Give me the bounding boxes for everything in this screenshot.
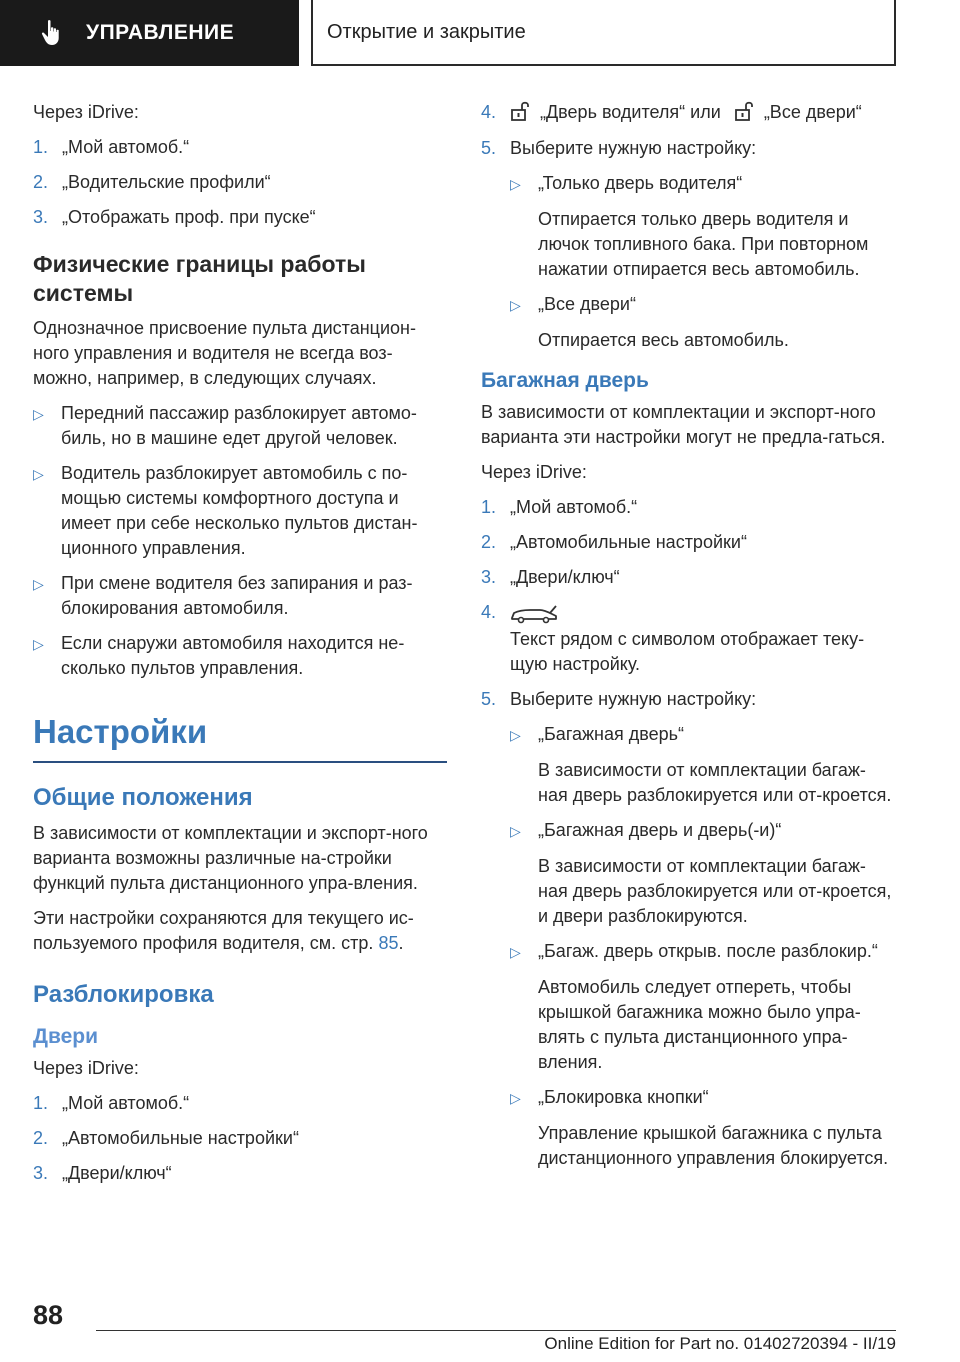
option-title: „Багаж. дверь открыв. после разблокир.“	[538, 941, 878, 962]
list-item	[481, 565, 895, 590]
list-text	[510, 600, 895, 625]
heading-unlock: Разблокировка	[33, 981, 214, 1008]
list-item	[33, 1091, 447, 1116]
list-text: „Мой автомоб.“	[62, 137, 190, 157]
heading-settings: Настройки	[33, 711, 447, 763]
list-text: „Отображать проф. при пуске“	[62, 207, 316, 227]
list-number: 1.	[481, 497, 497, 518]
option-description: Управление крышкой багажника с пульта дистанционного управления блокируется.	[538, 1123, 889, 1169]
option-title: „Багажная дверь“	[538, 724, 684, 745]
list-text: „Двери/ключ“	[62, 1163, 172, 1183]
right-column	[481, 100, 895, 1181]
via-idrive-label: Через iDrive:	[33, 102, 139, 122]
paragraph-text: Эти настройки сохраняются для текущего ис-пользуемого профиля водителя, см. стр.	[33, 908, 414, 953]
triangle-bullet-icon: ▷	[33, 406, 44, 422]
list-number: 3.	[33, 1163, 49, 1183]
triangle-bullet-icon: ▷	[510, 176, 521, 193]
bullet-item	[33, 631, 447, 681]
bullet-text: Передний пассажир разблокирует автомо-биль, но в машине едет другой человек.	[61, 403, 417, 448]
list-item	[481, 100, 895, 126]
triangle-bullet-icon: ▷	[510, 944, 521, 961]
list-item	[481, 600, 895, 625]
option-title: „Блокировка кнопки“	[538, 1087, 709, 1108]
open-lock-icon	[734, 100, 754, 122]
page-link[interactable]: 85	[378, 933, 399, 953]
page-header	[0, 0, 960, 66]
option-bullet	[510, 939, 895, 965]
icon-description: Текст рядом с символом отображает теку-щую настройку.	[510, 629, 865, 675]
list-item	[481, 136, 895, 161]
bullet-item	[33, 401, 447, 451]
option-title: „Только дверь водителя“	[538, 173, 743, 194]
triangle-bullet-icon: ▷	[510, 1090, 521, 1107]
list-item	[481, 530, 895, 555]
list-number: 3.	[33, 207, 49, 227]
paragraph-trunk: В зависимости от комплектации и экспорт-ного варианта эти настройки могут не предла-гаться.	[481, 402, 886, 448]
option-text: „Дверь водителя“ или	[540, 102, 721, 122]
section-title: УПРАВЛЕНИЕ	[86, 21, 235, 44]
triangle-bullet-icon: ▷	[510, 727, 521, 744]
bullet-text: При смене водителя без запирания и раз-блокирования автомобиля.	[61, 573, 413, 618]
list-number: 2.	[481, 532, 497, 553]
hand-pointer-icon	[40, 19, 64, 47]
option-bullet	[510, 818, 895, 844]
car-trunk-icon	[510, 603, 558, 625]
list-text	[510, 100, 895, 126]
list-number: 3.	[481, 567, 497, 588]
list-text: „Мой автомоб.“	[62, 1093, 190, 1113]
bullet-text: Если снаружи автомобиля находится не-сколько пультов управления.	[61, 633, 405, 678]
list-item	[481, 495, 895, 520]
left-column	[33, 100, 447, 1196]
option-bullet	[510, 171, 895, 197]
list-number: 1.	[33, 1093, 49, 1113]
heading-doors: Двери	[33, 1025, 99, 1048]
list-number: 1.	[33, 137, 49, 157]
paragraph-text: .	[398, 933, 404, 953]
triangle-bullet-icon: ▷	[33, 576, 44, 592]
option-title: „Багажная дверь и дверь(-и)“	[538, 820, 782, 841]
list-text: „Водительские профили“	[62, 172, 271, 192]
bullet-item	[33, 461, 447, 561]
list-number: 5.	[481, 689, 497, 710]
triangle-bullet-icon: ▷	[33, 636, 44, 652]
list-text: „Мой автомоб.“	[510, 497, 638, 518]
list-text: „Автомобильные настройки“	[510, 532, 747, 553]
heading-general: Общие положения	[33, 784, 253, 811]
option-text: „Все двери“	[763, 102, 862, 122]
paragraph-general-2	[33, 906, 447, 956]
heading-physical-limits: Физические границы работы системы	[33, 251, 366, 306]
chapter-title: Открытие и закрытие	[327, 20, 526, 43]
option-bullet	[510, 1085, 895, 1111]
open-lock-icon	[510, 100, 530, 122]
option-description: В зависимости от комплектации багаж-ная дверь разблокируется или от-кроется.	[538, 760, 892, 806]
list-item	[33, 1126, 447, 1151]
list-item	[481, 687, 895, 712]
list-item	[33, 170, 447, 195]
via-idrive-label: Через iDrive:	[481, 462, 587, 483]
list-text: „Автомобильные настройки“	[62, 1128, 299, 1148]
list-item	[33, 1161, 447, 1186]
list-number: 4.	[481, 602, 497, 623]
edition-text: Online Edition for Part no. 01402720394 - II/19	[544, 1334, 896, 1353]
list-number: 2.	[33, 1128, 49, 1148]
triangle-bullet-icon: ▷	[33, 466, 44, 482]
list-number: 5.	[481, 138, 497, 159]
paragraph-physical-limits: Однозначное присвоение пульта дистанцион-ного управления и водителя не всегда воз-можно, например, в следующих случаях.	[33, 318, 416, 388]
list-number: 2.	[33, 172, 49, 192]
list-text: Выберите нужную настройку:	[510, 138, 757, 159]
heading-trunk: Багажная дверь	[481, 369, 649, 393]
list-item	[33, 205, 447, 230]
section-tab	[0, 0, 299, 66]
option-description: В зависимости от комплектации багаж-ная дверь разблокируется или от-кроется, и двери разблокируются.	[538, 856, 892, 927]
list-number: 4.	[481, 102, 497, 122]
option-bullet	[510, 292, 895, 318]
paragraph-general-1: В зависимости от комплектации и экспорт-ного варианта возможны различные на-стройки функций пульта дистанционного упра-вления.	[33, 823, 428, 893]
triangle-bullet-icon: ▷	[510, 823, 521, 840]
footer-divider	[96, 1330, 896, 1331]
bullet-item	[33, 571, 447, 621]
option-description: Отпирается весь автомобиль.	[538, 330, 789, 351]
triangle-bullet-icon: ▷	[510, 297, 521, 314]
page-number: 88	[33, 1300, 64, 1330]
option-description: Отпирается только дверь водителя и лючок топливного бака. При повторном нажатии отпирается весь автомобиль.	[538, 209, 869, 280]
list-item	[33, 135, 447, 160]
list-text: „Двери/ключ“	[510, 567, 620, 588]
option-description: Автомобиль следует отпереть, чтобы крышкой багажника можно было упра-влять с пульта дистанционного упра-вления.	[538, 977, 861, 1073]
bullet-text: Водитель разблокирует автомобиль с по-мощью системы комфортного доступа и имеет при себе несколько пультов дистан-ционного управления.	[61, 463, 418, 558]
list-text: Выберите нужную настройку:	[510, 689, 757, 710]
via-idrive-label: Через iDrive:	[33, 1058, 139, 1078]
option-title: „Все двери“	[538, 294, 636, 315]
chapter-tab	[311, 0, 896, 66]
option-bullet	[510, 722, 895, 748]
